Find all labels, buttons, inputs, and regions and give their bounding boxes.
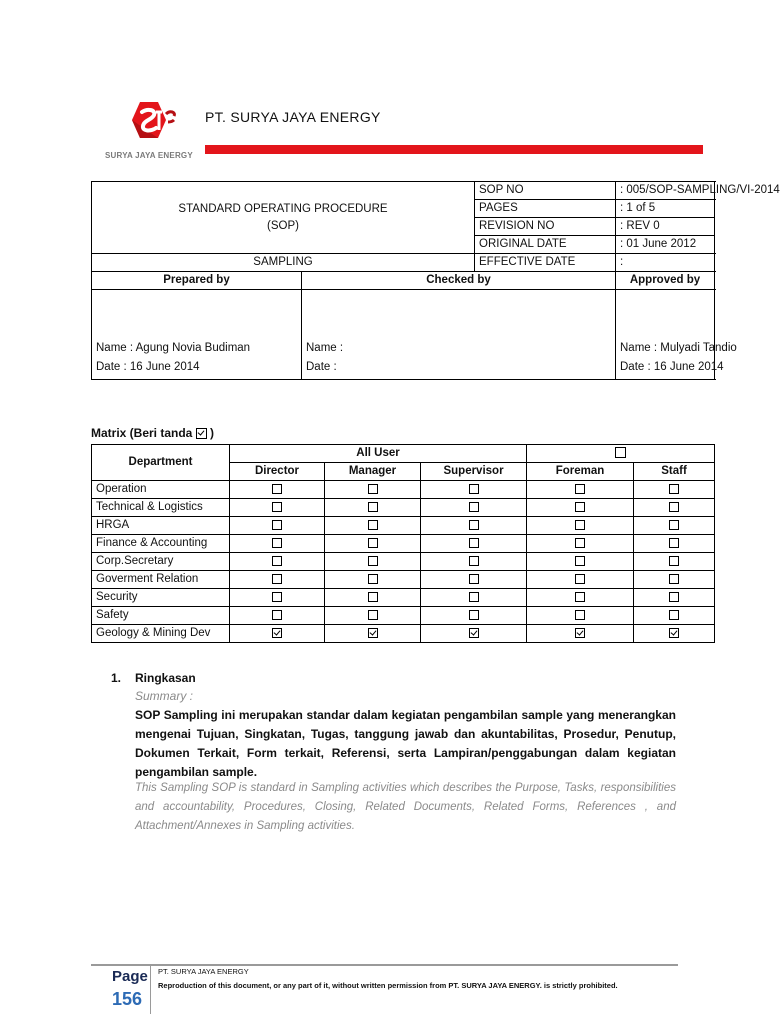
- footer-divider: [150, 966, 151, 1014]
- checkbox[interactable]: [575, 484, 585, 494]
- matrix-title-end: ): [210, 426, 215, 440]
- checkbox[interactable]: [368, 592, 378, 602]
- role-checkbox-cell: [527, 499, 634, 517]
- role-checkbox-cell: [527, 517, 634, 535]
- sop-field-value: :: [616, 254, 715, 272]
- signoff-name: Name : Mulyadi Tandio: [620, 342, 737, 354]
- checkbox[interactable]: [575, 556, 585, 566]
- checkbox[interactable]: [669, 502, 679, 512]
- section-title: Ringkasan: [135, 671, 196, 685]
- checkbox[interactable]: [368, 610, 378, 620]
- matrix-row: [92, 589, 715, 607]
- sop-field-label: EFFECTIVE DATE: [475, 254, 616, 272]
- checkbox[interactable]: [469, 520, 479, 530]
- checkbox[interactable]: [469, 610, 479, 620]
- checked-by-header: Checked by: [302, 272, 616, 290]
- logo-caption: SURYA JAYA ENERGY: [105, 151, 193, 160]
- footer-rule: [91, 964, 678, 966]
- company-logo: [118, 100, 198, 150]
- department-name: Corp.Secretary: [92, 553, 230, 571]
- role-checkbox-cell: [421, 499, 527, 517]
- role-header: Director: [230, 463, 325, 481]
- section-number: 1.: [111, 671, 122, 685]
- role-checkbox-cell: [325, 499, 421, 517]
- sop-field-label: REVISION NO: [475, 218, 616, 236]
- signoff-date: Date : 16 June 2014: [96, 361, 200, 373]
- sop-title: [92, 182, 475, 254]
- department-name: Technical & Logistics: [92, 499, 230, 517]
- checkbox[interactable]: [575, 592, 585, 602]
- role-checkbox-cell: [421, 553, 527, 571]
- sop-field-label: ORIGINAL DATE: [475, 236, 616, 254]
- role-checkbox-cell: [527, 553, 634, 571]
- role-checkbox-cell: [230, 481, 325, 499]
- checkbox[interactable]: [669, 610, 679, 620]
- role-checkbox-cell: [230, 553, 325, 571]
- prepared-by-header: Prepared by: [92, 272, 302, 290]
- checkbox[interactable]: [575, 574, 585, 584]
- department-name: Operation: [92, 481, 230, 499]
- role-header: Foreman: [527, 463, 634, 481]
- page-number: 156: [112, 989, 143, 1009]
- checkbox[interactable]: [469, 538, 479, 548]
- department-name: Goverment Relation: [92, 571, 230, 589]
- role-checkbox-cell: [230, 625, 325, 643]
- role-checkbox-cell: [527, 625, 634, 643]
- checkbox[interactable]: [469, 556, 479, 566]
- sop-subject: SAMPLING: [92, 254, 475, 272]
- checkbox[interactable]: [368, 502, 378, 512]
- checkbox[interactable]: [368, 538, 378, 548]
- checked-by-cell: [302, 290, 616, 380]
- checkbox[interactable]: [669, 484, 679, 494]
- role-header: Staff: [634, 463, 715, 481]
- checkbox[interactable]: [272, 484, 282, 494]
- role-checkbox-cell: [527, 571, 634, 589]
- matrix-body: [92, 481, 715, 643]
- sop-title-line1: STANDARD OPERATING PROCEDURE: [178, 202, 388, 215]
- header-red-bar: [205, 145, 703, 154]
- checkbox[interactable]: [272, 502, 282, 512]
- role-checkbox-cell: [634, 571, 715, 589]
- checkbox[interactable]: [469, 592, 479, 602]
- role-checkbox-cell: [634, 499, 715, 517]
- section-subtitle: Summary :: [135, 689, 194, 703]
- matrix-row: [92, 625, 715, 643]
- all-user-checkbox[interactable]: [615, 447, 626, 458]
- role-header: Supervisor: [421, 463, 527, 481]
- role-checkbox-cell: [421, 589, 527, 607]
- checkbox[interactable]: [669, 574, 679, 584]
- role-checkbox-cell: [230, 517, 325, 535]
- checkbox[interactable]: [575, 610, 585, 620]
- checked-checkbox[interactable]: [469, 628, 479, 638]
- checkbox[interactable]: [669, 592, 679, 602]
- department-name: Geology & Mining Dev: [92, 625, 230, 643]
- footer-copyright-note: Reproduction of this document, or any part of it, without written permission from PT. SURYA JAYA ENERGY. is strictly prohibited.: [158, 981, 618, 990]
- checkbox[interactable]: [469, 484, 479, 494]
- role-checkbox-cell: [634, 607, 715, 625]
- role-checkbox-cell: [634, 535, 715, 553]
- role-checkbox-cell: [421, 481, 527, 499]
- role-checkbox-cell: [634, 625, 715, 643]
- checkbox[interactable]: [669, 520, 679, 530]
- role-checkbox-cell: [634, 553, 715, 571]
- matrix-title-text: Matrix (Beri tanda: [91, 426, 193, 440]
- signoff-date: Date : 16 June 2014: [620, 361, 724, 373]
- matrix-row: [92, 553, 715, 571]
- approved-by-header: Approved by: [616, 272, 715, 290]
- checked-checkbox[interactable]: [669, 628, 679, 638]
- role-checkbox-cell: [421, 517, 527, 535]
- matrix-row: [92, 481, 715, 499]
- role-checkbox-cell: [527, 607, 634, 625]
- role-checkbox-cell: [421, 625, 527, 643]
- checkbox[interactable]: [272, 574, 282, 584]
- role-checkbox-cell: [325, 571, 421, 589]
- checkbox[interactable]: [368, 520, 378, 530]
- checkbox[interactable]: [575, 538, 585, 548]
- department-name: Finance & Accounting: [92, 535, 230, 553]
- checkbox[interactable]: [575, 502, 585, 512]
- checkbox[interactable]: [368, 574, 378, 584]
- signoff-name: Name :: [306, 342, 344, 354]
- matrix-row: [92, 535, 715, 553]
- role-checkbox-cell: [527, 535, 634, 553]
- role-checkbox-cell: [230, 499, 325, 517]
- section-body-english: This Sampling SOP is standard in Sampling activities which describes the Purpose, Tasks, responsibilities and accountability, Procedures, Closing, Related Documents, Related Forms, References , and Attachment/Annexes in Sampling activities.: [135, 782, 676, 832]
- role-checkbox-cell: [325, 553, 421, 571]
- sop-field-value: : REV 0: [616, 218, 715, 236]
- role-header: Manager: [325, 463, 421, 481]
- matrix-row: [92, 517, 715, 535]
- role-checkbox-cell: [230, 589, 325, 607]
- role-checkbox-cell: [230, 607, 325, 625]
- prepared-by-cell: [92, 290, 302, 380]
- matrix-row: [92, 571, 715, 589]
- signoff-date: Date :: [306, 361, 337, 373]
- checked-checkbox[interactable]: [575, 628, 585, 638]
- role-checkbox-cell: [325, 517, 421, 535]
- role-checkbox-cell: [421, 571, 527, 589]
- matrix-row: [92, 607, 715, 625]
- sop-field-value: : 005/SOP-SAMPLING/VI-2014: [616, 182, 715, 200]
- checkbox[interactable]: [669, 538, 679, 548]
- checkbox[interactable]: [469, 574, 479, 584]
- role-checkbox-cell: [230, 535, 325, 553]
- role-checkbox-cell: [325, 589, 421, 607]
- role-checkbox-cell: [325, 625, 421, 643]
- approved-by-cell: [616, 290, 737, 380]
- checkbox[interactable]: [469, 502, 479, 512]
- all-user-checkbox-cell: [527, 445, 715, 463]
- role-checkbox-cell: [634, 481, 715, 499]
- company-name: PT. SURYA JAYA ENERGY: [205, 109, 381, 125]
- sop-field-label: PAGES: [475, 200, 616, 218]
- sop-field-value: : 1 of 5: [616, 200, 715, 218]
- footer-company: PT. SURYA JAYA ENERGY: [158, 967, 249, 976]
- role-checkbox-cell: [527, 481, 634, 499]
- checkbox[interactable]: [272, 610, 282, 620]
- checked-checkbox[interactable]: [272, 628, 282, 638]
- matrix-row: [92, 499, 715, 517]
- checked-box-icon: [196, 428, 207, 439]
- role-checkbox-cell: [421, 535, 527, 553]
- distribution-matrix: [91, 444, 715, 643]
- role-checkbox-cell: [325, 607, 421, 625]
- sop-title-line2: (SOP): [267, 219, 299, 232]
- department-name: HRGA: [92, 517, 230, 535]
- checkbox[interactable]: [368, 556, 378, 566]
- role-checkbox-cell: [421, 607, 527, 625]
- checkbox[interactable]: [669, 556, 679, 566]
- role-checkbox-cell: [230, 571, 325, 589]
- role-checkbox-cell: [325, 481, 421, 499]
- role-checkbox-cell: [634, 589, 715, 607]
- sop-info-table: [91, 181, 780, 380]
- department-name: Safety: [92, 607, 230, 625]
- checkbox[interactable]: [272, 592, 282, 602]
- checkbox[interactable]: [272, 556, 282, 566]
- sop-field-value: : 01 June 2012: [616, 236, 715, 254]
- matrix-title: [91, 426, 214, 440]
- role-checkbox-cell: [634, 517, 715, 535]
- signoff-name: Name : Agung Novia Budiman: [96, 342, 251, 354]
- sop-field-label: SOP NO: [475, 182, 616, 200]
- department-header: Department: [92, 445, 230, 481]
- page-label: Page: [112, 968, 148, 985]
- role-checkbox-cell: [527, 589, 634, 607]
- checked-checkbox[interactable]: [368, 628, 378, 638]
- checkbox[interactable]: [575, 520, 585, 530]
- role-checkbox-cell: [325, 535, 421, 553]
- department-name: Security: [92, 589, 230, 607]
- section-body-indonesian: SOP Sampling ini merupakan standar dalam kegiatan pengambilan sample yang menerangkan mengenai Tujuan, Singkatan, Tugas, tanggung jawab dan akuntabilitas, Prosedur, Penutup, Dokumen Terkait, Form terkait, Referensi, serta Lampiran/penggabungan dalam kegiatan pengambilan sample.: [135, 708, 676, 779]
- all-user-header: All User: [230, 445, 527, 463]
- checkbox[interactable]: [272, 520, 282, 530]
- checkbox[interactable]: [272, 538, 282, 548]
- checkbox[interactable]: [368, 484, 378, 494]
